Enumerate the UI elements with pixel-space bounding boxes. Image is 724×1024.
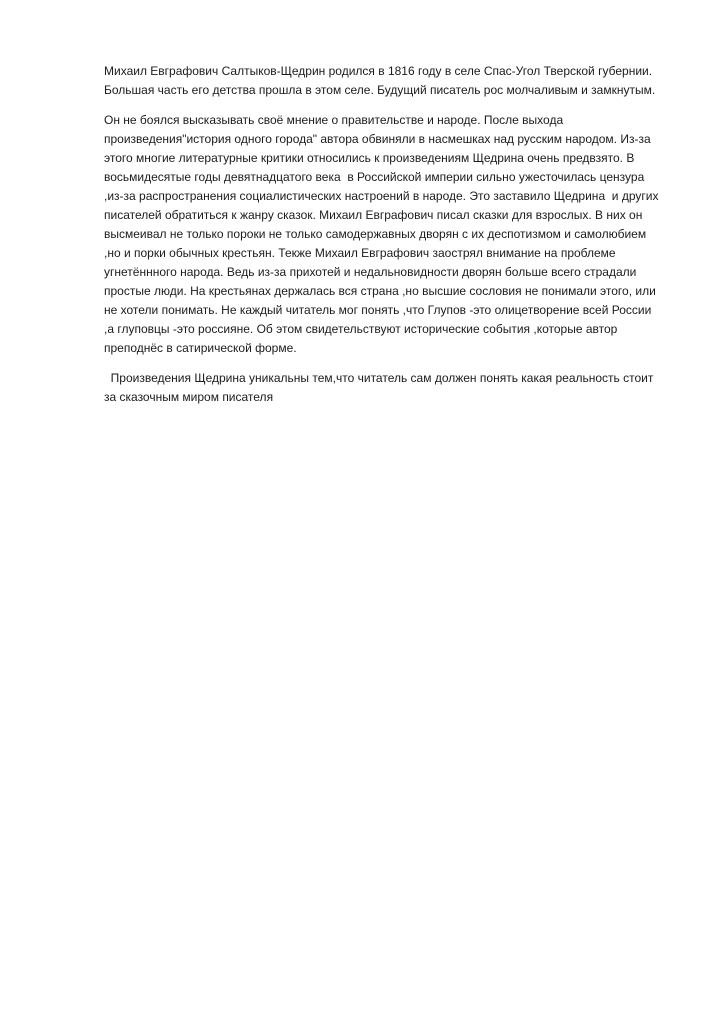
paragraph-biography-intro: Михаил Евграфович Салтыков-Щедрин родился в 1816 году в селе Спас-Угол Тверской губернии. Большая часть его детства прошла в этом селе. Будущий писатель рос молчаливым и замкнутым. [104,64,656,97]
document-text-block [104,62,662,407]
paragraph-conclusion: Произведения Щедрина уникальны тем,что читатель сам должен понять какая реальность стоит за сказочным миром писателя [104,371,657,404]
paragraph-main-body: Он не боялся высказывать своё мнение о правительстве и народе. После выхода произведения"история одного города" автора обвиняли в насмешках над русским народом. Из-за этого многие литературные критики относились к произведениям Щедрина очень предвзято. В восьмидесятые годы девятнадцатого века в Российской империи сильно ужесточилась цензура ,из-за распространения социалистических настроений в народе. Это заставило Щедрина и других писателей обратиться к жанру сказок. Михаил Евграфович писал сказки для взрослых. В них он высмеивал не только пороки не только самодержавных дворян с их деспотизмом и самолюбием ,но и порки обычных крестьян. Текже Михаил Евграфович заострял внимание на проблеме угнетённного народа. Ведь из-за прихотей и недальновидности дворян больше всего страдали простые люди. На крестьянах держалась вся страна ,но высшие сословия не понимали этого, или не хотели понимать. Не каждый читатель мог понять ,что Глупов -это олицетворение всей России ,а глуповцы -это россияне. Об этом свидетельствуют исторические события ,которые автор преподнёс в сатирической форме. [104,113,662,355]
